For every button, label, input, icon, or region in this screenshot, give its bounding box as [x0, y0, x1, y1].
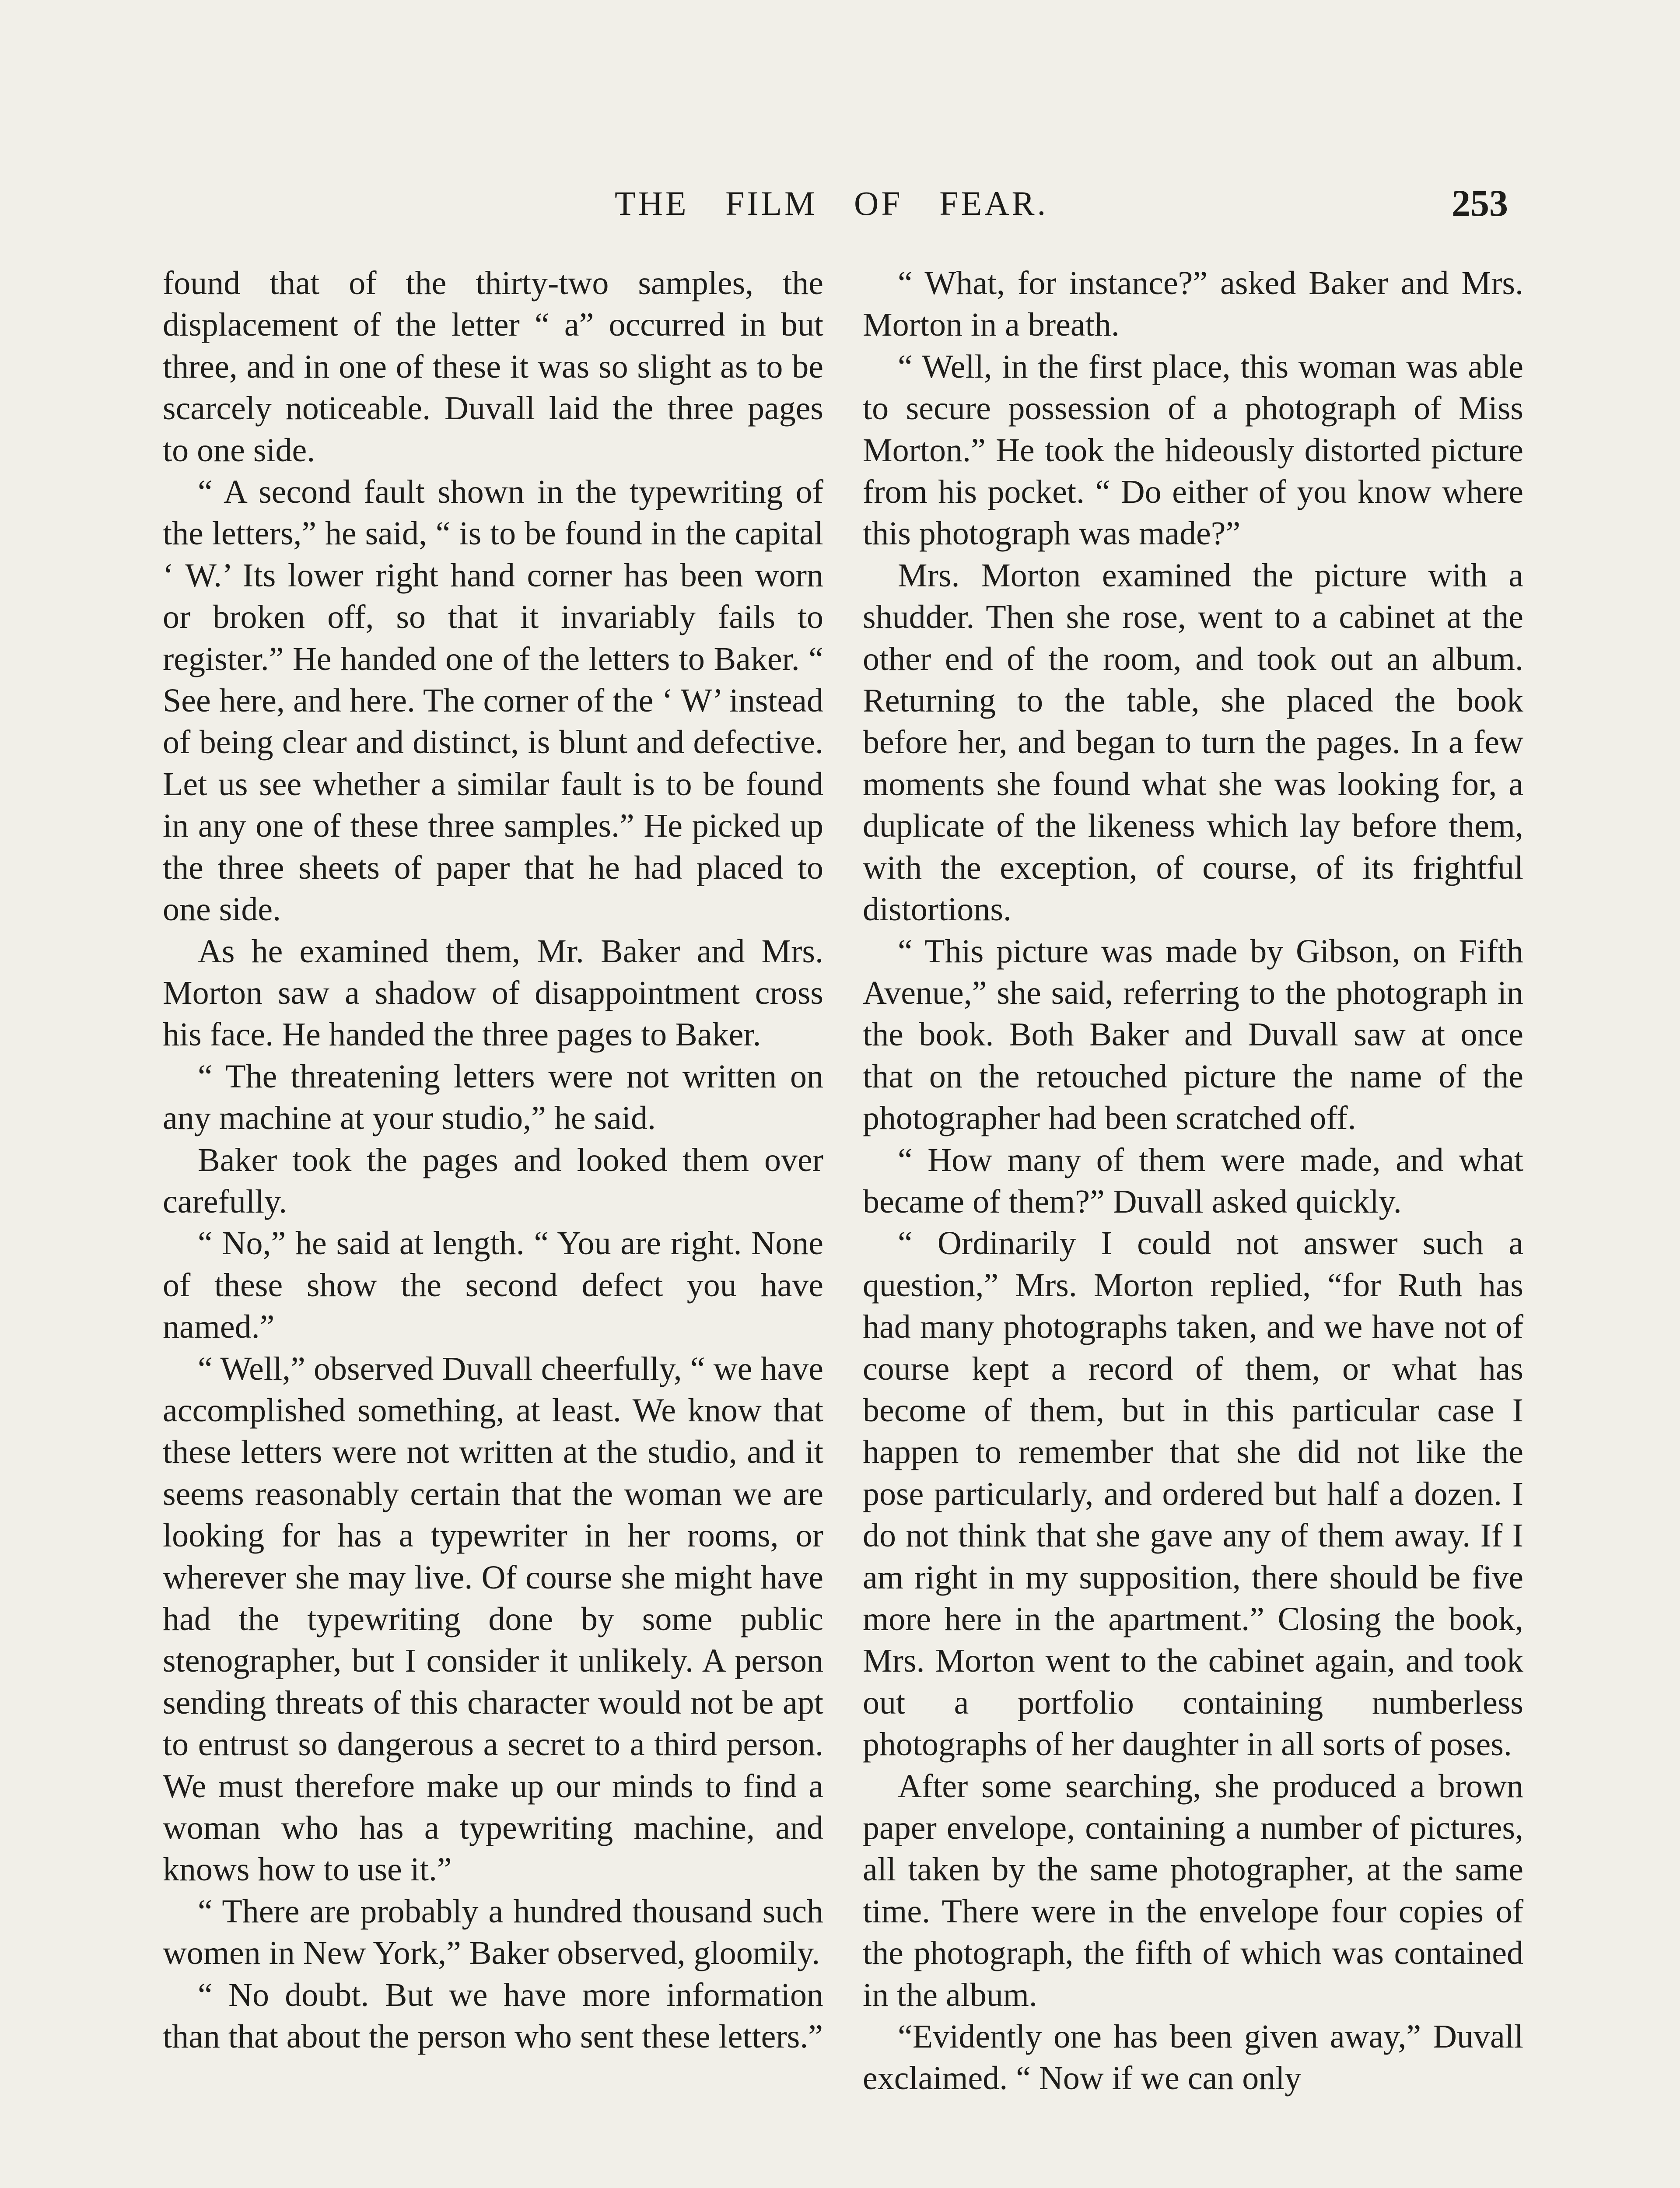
right-column — [863, 263, 1523, 2100]
running-head-word: FILM — [725, 184, 818, 222]
page-number: 253 — [1452, 182, 1508, 224]
paragraph: “ Well, in the first place, this woman was able to secure possession of a photograph of Miss Morton.” He took the hideously distorted picture from his pocket. “ Do either of you know where this photograph was made?” — [863, 348, 1523, 552]
paragraph: Baker took the pages and looked them over carefully. — [163, 1141, 823, 1220]
paragraph: “ No,” he said at length. “ You are right. None of these show the second defect you have named.” — [163, 1225, 823, 1346]
left-column — [163, 263, 823, 2058]
paragraph: “ This picture was made by Gibson, on Fifth Avenue,” she said, referring to the photograph in the book. Both Baker and Duvall saw at once that on the retouched picture the name of the photographer had been scratched off. — [863, 933, 1523, 1137]
paragraph: “ Well,” observed Duvall cheerfully, “ we have accomplished something, at least. We know that these letters were not written at the studio, and it seems reasonably certain that the woman we are looking for has a typewriter in her rooms, or wherever she may live. Of course she might have had the typewriting done by some public stenographer, but I consider it unlikely. A person sending threats of this character would not be apt to entrust so dangerous a secret to a third person. We must therefore make up our minds to find a woman who has a typewriting machine, and knows how to use it.” — [163, 1350, 823, 1888]
paragraph: “ How many of them were made, and what became of them?” Duvall asked quickly. — [863, 1141, 1523, 1220]
paragraph: As he examined them, Mr. Baker and Mrs. Morton saw a shadow of disappointment cross his face. He handed the three pages to Baker. — [163, 933, 823, 1053]
running-head — [615, 184, 1048, 223]
paragraph: “ What, for instance?” asked Baker and Mrs. Morton in a breath. — [863, 265, 1523, 344]
paragraph: “Evidently one has been given away,” Duvall exclaimed. “ Now if we can only — [863, 2018, 1523, 2097]
paragraph: “ Ordinarily I could not answer such a question,” Mrs. Morton replied, “for Ruth has had many photographs taken, and we have not of course kept a record of them, or what has become of them, but in this particular case I happen to remember that she did not like the pose particularly, and ordered but half a dozen. I do not think that she gave any of them away. If I am right in my supposition, there should be five more here in the apartment.” Closing the book, Mrs. Morton went to the cabinet again, and took out a portfolio containing numberless photographs of her daughter in all sorts of poses. — [863, 1225, 1523, 1763]
paragraph: “ No doubt. But we have more information than that about the person who sent these letters.” — [163, 1976, 823, 2055]
running-head-word: FEAR. — [939, 184, 1049, 222]
paragraph: “ A second fault shown in the typewriting of the letters,” he said, “ is to be found in the capital ‘ W.’ Its lower right hand corner has been worn or broken off, so that it invariably fails to register.” He handed one of the letters to Baker. “ See here, and here. The corner of the ‘ W’ instead of being clear and distinct, is blunt and defective. Let us see whether a similar fault is to be found in any one of these three samples.” He picked up the three sheets of paper that he had placed to one side. — [163, 473, 823, 928]
paragraph: After some searching, she produced a brown paper envelope, containing a number of pictures, all taken by the same photographer, at the same time. There were in the envelope four copies of the photograph, the fifth of which was contained in the album. — [863, 1767, 1523, 2013]
paragraph: “ There are probably a hundred thousand such women in New York,” Baker observed, gloomily. — [163, 1893, 823, 1972]
paragraph: found that of the thirty-two samples, the displacement of the letter “ a” occurred in but three, and in one of these it was so slight as to be scarcely noticeable. Duvall laid the three pages to one side. — [163, 265, 823, 469]
paragraph: “ The threatening letters were not written on any machine at your studio,” he said. — [163, 1058, 823, 1137]
paragraph: Mrs. Morton examined the picture with a shudder. Then she rose, went to a cabinet at the other end of the room, and took out an album. Returning to the table, she placed the book before her, and began to turn the pages. In a few moments she found what she was looking for, a duplicate of the likeness which lay before them, with the exception, of course, of its frightful distortions. — [863, 557, 1523, 928]
running-head-word: OF — [854, 184, 903, 222]
running-head-word: THE — [615, 184, 689, 222]
